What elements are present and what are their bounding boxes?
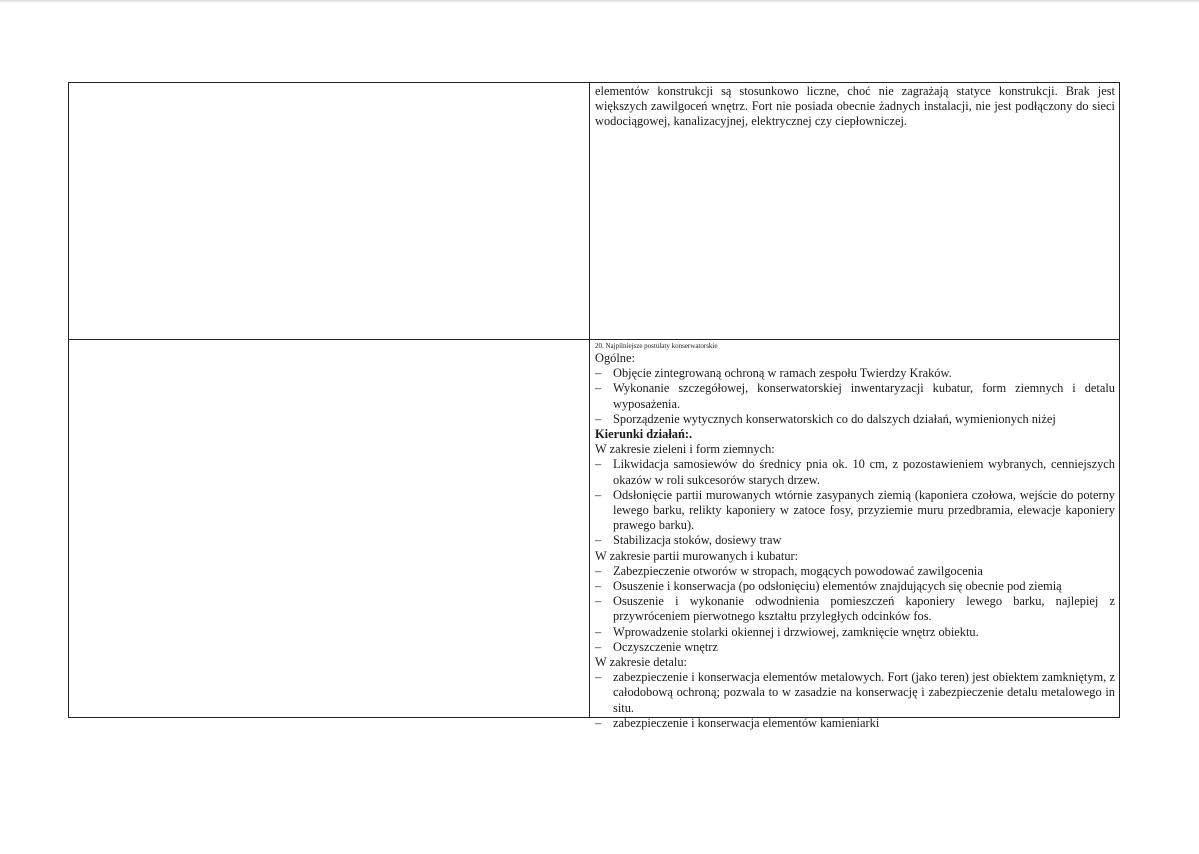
list-item: – Likwidacja samosiewów do średnicy pnia ok. 10 cm, z pozostawieniem wybranych, cenniejszych okazów w roli sukcesorów starych drzew. bbox=[595, 457, 1115, 487]
document-table bbox=[68, 82, 1120, 730]
list-item: – Objęcie zintegrowaną ochroną w ramach zespołu Twierdzy Kraków. bbox=[595, 366, 1115, 381]
greenery-heading: W zakresie zieleni i form ziemnych: bbox=[595, 442, 775, 457]
list-item: – Oczyszczenie wnętrz bbox=[595, 640, 1115, 655]
scan-edge bbox=[0, 0, 1199, 3]
list-item: – Wykonanie szczegółowej, konserwatorskiej inwentaryzacji kubatur, form ziemnych i detalu wyposażenia. bbox=[595, 381, 1115, 411]
list-item: – Stabilizacja stoków, dosiewy traw bbox=[595, 533, 1115, 548]
list-item: – Sporządzenie wytycznych konserwatorskich co do dalszych działań, wymienionych niżej bbox=[595, 412, 1115, 427]
table-row bbox=[69, 83, 1119, 340]
masonry-list bbox=[595, 564, 1115, 655]
list-item: – Osuszenie i konserwacja (po odsłonięciu) elementów znajdujących się obecnie pod ziemią bbox=[595, 579, 1115, 594]
table-cell-left-empty bbox=[69, 83, 590, 339]
detail-heading: W zakresie detalu: bbox=[595, 655, 687, 670]
list-item: – zabezpieczenie i konserwacja elementów metalowych. Fort (jako teren) jest obiektem zamkniętym, z całodobową ochroną; pozwala to w zasadzie na konserwację i zabezpieczenie detalu metalowego in situ. bbox=[595, 670, 1115, 716]
general-list bbox=[595, 366, 1115, 427]
directions-heading: Kierunki działań:. bbox=[595, 427, 693, 442]
list-item: – zabezpieczenie i konserwacja elementów kamieniarki bbox=[595, 716, 1115, 731]
table-row bbox=[69, 340, 1119, 730]
table-cell-left-empty bbox=[69, 340, 590, 717]
general-heading: Ogólne: bbox=[595, 351, 635, 365]
list-item: – Zabezpieczenie otworów w stropach, mogących powodować zawilgocenia bbox=[595, 564, 1115, 579]
list-item: – Odsłonięcie partii murowanych wtórnie zasypanych ziemią (kaponiera czołowa, wejście do poterny lewego barku, relikty kaponiery w zatoce fosy, przyziemie muru przedbramia, elewacje kaponiery prawego barku). bbox=[595, 488, 1115, 534]
section-label: 20. Najpilniejsze postulaty konserwatorskie bbox=[595, 342, 718, 350]
table-cell-right bbox=[590, 83, 1119, 339]
masonry-heading: W zakresie partii murowanych i kubatur: bbox=[595, 548, 799, 563]
greenery-list bbox=[595, 457, 1115, 548]
list-item: – Wprowadzenie stolarki okiennej i drzwiowej, zamknięcie wnętrz obiektu. bbox=[595, 625, 1115, 640]
detail-list bbox=[595, 670, 1115, 731]
condition-description: elementów konstrukcji są stosunkowo liczne, choć nie zagrażają statyce konstrukcji. Brak jest większych zawilgoceń wnętrz. Fort nie posiada obecnie żadnych instalacji, nie jest podłączony do sieci wodociągowej, kanalizacyjnej, elektrycznej czy ciepłowniczej. bbox=[595, 84, 1115, 129]
list-item: – Osuszenie i wykonanie odwodnienia pomieszczeń kaponiery lewego barku, najlepiej z przywróceniem pierwotnego kształtu przyległych odcinków fos. bbox=[595, 594, 1115, 624]
table-cell-right bbox=[590, 340, 1119, 730]
